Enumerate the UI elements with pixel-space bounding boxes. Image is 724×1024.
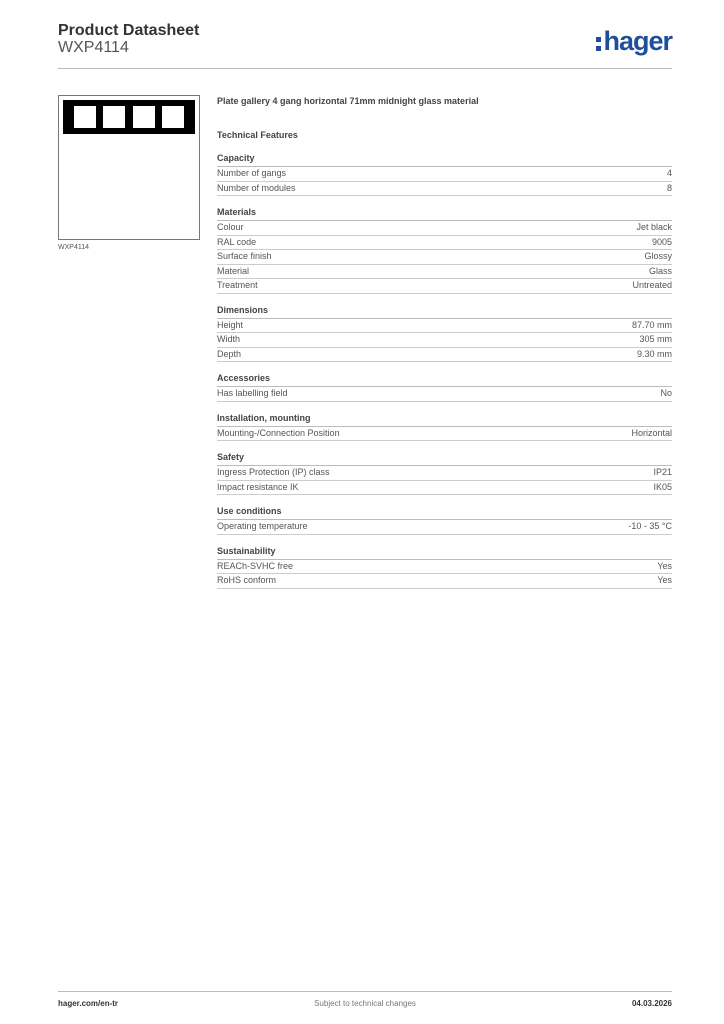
spec-row bbox=[217, 520, 672, 535]
feature-sections bbox=[217, 153, 672, 589]
spec-value: Yes bbox=[657, 575, 672, 585]
spec-row bbox=[217, 560, 672, 575]
spec-row bbox=[217, 279, 672, 294]
section-materials bbox=[217, 207, 672, 294]
spec-value: 8 bbox=[666, 182, 672, 193]
plate-window bbox=[103, 106, 125, 128]
hager-logo bbox=[596, 26, 672, 56]
product-code: WXP4114 bbox=[58, 39, 129, 56]
spec-row bbox=[217, 481, 672, 496]
footer-divider bbox=[58, 991, 672, 992]
spec-row bbox=[217, 387, 672, 402]
page-footer bbox=[58, 999, 672, 1011]
spec-label: REACh-SVHC free bbox=[217, 560, 294, 571]
spec-row bbox=[217, 236, 672, 251]
spec-label: Colour bbox=[217, 222, 244, 232]
spec-value: Yes bbox=[657, 560, 672, 571]
spec-row bbox=[217, 182, 672, 197]
spec-label: Treatment bbox=[217, 280, 258, 290]
spec-value: Glossy bbox=[644, 251, 672, 261]
spec-label: Surface finish bbox=[217, 251, 272, 261]
spec-label: Number of modules bbox=[217, 182, 296, 193]
spec-value: Jet black bbox=[636, 222, 672, 232]
spec-row bbox=[217, 250, 672, 265]
spec-value: 9.30 mm bbox=[636, 348, 672, 359]
datasheet-content bbox=[217, 96, 672, 589]
product-image bbox=[58, 95, 200, 240]
spec-label: Depth bbox=[217, 348, 242, 359]
spec-value: No bbox=[660, 388, 672, 398]
header-divider bbox=[58, 68, 672, 69]
four-gang-plate-icon bbox=[63, 100, 195, 134]
spec-value: 9005 bbox=[651, 236, 672, 247]
spec-row bbox=[217, 221, 672, 236]
spec-row bbox=[217, 333, 672, 348]
section-title: Installation, mounting bbox=[217, 413, 672, 427]
spec-label: RAL code bbox=[217, 236, 257, 247]
plate-window bbox=[74, 106, 96, 128]
spec-value: 87.70 mm bbox=[631, 319, 672, 330]
spec-label: Impact resistance IK bbox=[217, 481, 299, 492]
footer-date: 04.03.2026 bbox=[631, 999, 672, 1008]
section-title: Use conditions bbox=[217, 506, 672, 520]
spec-label: RoHS conform bbox=[217, 575, 277, 585]
section-title: Sustainability bbox=[217, 546, 672, 560]
section-title: Materials bbox=[217, 207, 672, 221]
spec-row bbox=[217, 574, 672, 589]
spec-value: -10 - 35 °C bbox=[628, 521, 672, 531]
spec-row bbox=[217, 265, 672, 280]
spec-row bbox=[217, 427, 672, 442]
document-title: Product Datasheet bbox=[58, 22, 200, 39]
spec-label: Height bbox=[217, 319, 244, 330]
section-capacity bbox=[217, 153, 672, 196]
section-sustainability bbox=[217, 546, 672, 589]
spec-row bbox=[217, 167, 672, 182]
spec-value: Glass bbox=[648, 265, 672, 276]
section-title: Accessories bbox=[217, 373, 672, 387]
spec-label: Has labelling field bbox=[217, 388, 288, 398]
spec-value: 305 mm bbox=[639, 334, 672, 344]
spec-label: Mounting-/Connection Position bbox=[217, 427, 340, 438]
logo-colon-icon bbox=[596, 37, 601, 51]
spec-label: Operating temperature bbox=[217, 521, 308, 531]
spec-label: Number of gangs bbox=[217, 168, 287, 178]
product-description: Plate gallery 4 gang horizontal 71mm midnight glass material bbox=[217, 96, 479, 106]
features-heading: Technical Features bbox=[217, 130, 298, 140]
spec-value: IK05 bbox=[653, 481, 672, 492]
spec-row bbox=[217, 319, 672, 334]
page-header bbox=[58, 20, 672, 68]
section-use-conditions bbox=[217, 506, 672, 535]
image-caption: WXP4114 bbox=[58, 244, 89, 251]
section-title: Dimensions bbox=[217, 305, 672, 319]
spec-row bbox=[217, 466, 672, 481]
spec-value: IP21 bbox=[653, 467, 672, 477]
spec-label: Material bbox=[217, 265, 250, 276]
plate-window bbox=[162, 106, 184, 128]
plate-window bbox=[133, 106, 155, 128]
spec-value: Horizontal bbox=[631, 427, 672, 438]
section-dimensions bbox=[217, 305, 672, 363]
section-installation-mounting bbox=[217, 413, 672, 442]
spec-row bbox=[217, 348, 672, 363]
spec-label: Ingress Protection (IP) class bbox=[217, 467, 330, 477]
section-title: Capacity bbox=[217, 153, 672, 167]
spec-value: Untreated bbox=[632, 280, 672, 290]
spec-value: 4 bbox=[666, 168, 672, 178]
logo-text: hager bbox=[603, 26, 672, 56]
footer-website: hager.com/en-tr bbox=[58, 999, 119, 1008]
section-title: Safety bbox=[217, 452, 672, 466]
footer-note: Subject to technical changes bbox=[314, 999, 416, 1008]
section-accessories bbox=[217, 373, 672, 402]
section-safety bbox=[217, 452, 672, 495]
spec-label: Width bbox=[217, 334, 241, 344]
